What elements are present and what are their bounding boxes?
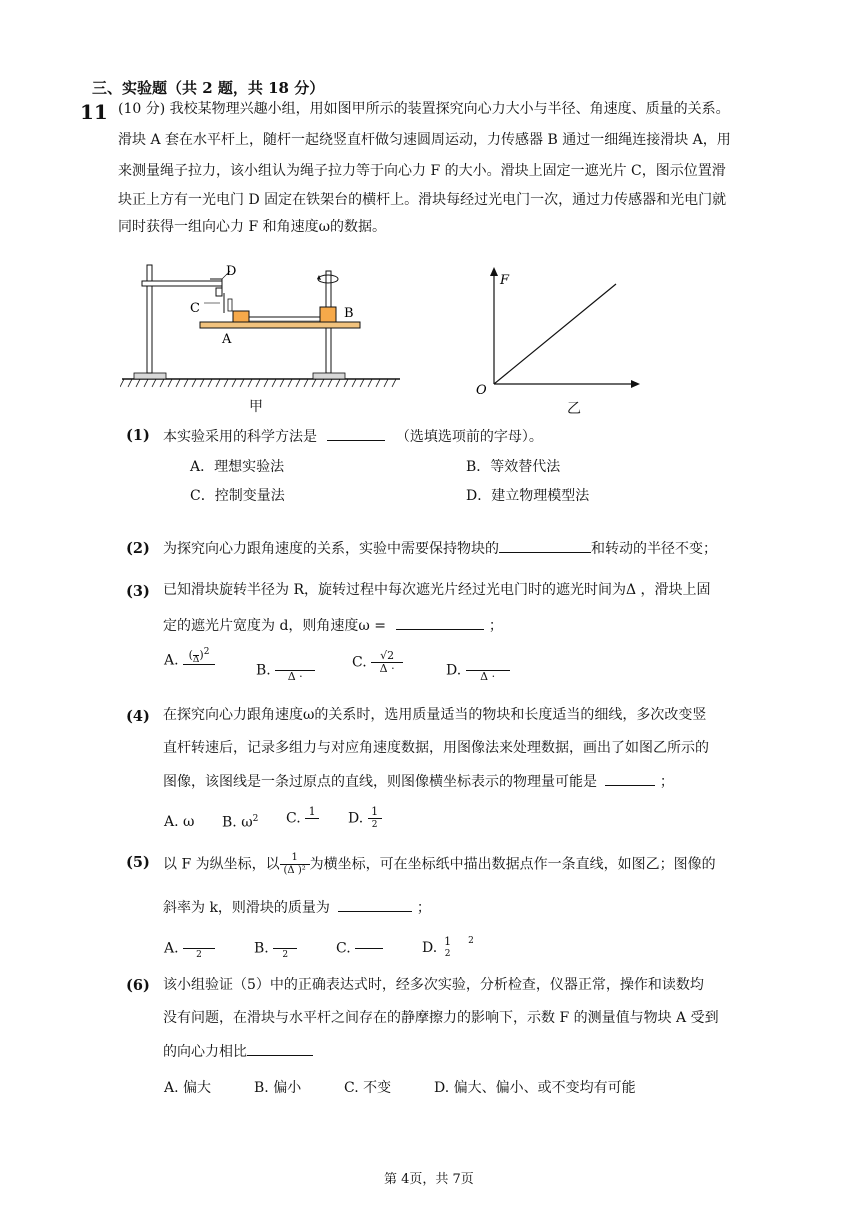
option-b-label: B. ω bbox=[222, 814, 253, 831]
part-3-answer-blank[interactable] bbox=[396, 615, 484, 630]
part-1-option-c: C．控制变量法 bbox=[190, 488, 285, 504]
question-stem-line-1 bbox=[118, 99, 730, 119]
part-3-option-b bbox=[256, 658, 315, 683]
option-a-label: A. bbox=[164, 652, 179, 669]
option-a-den: 2 bbox=[183, 948, 215, 961]
option-c-label: C. bbox=[352, 654, 367, 671]
part-5-option-d bbox=[422, 936, 474, 960]
stem-text-1: 我校某物理兴趣小组，用如图甲所示的装置探究向心力大小与半径、角速度、质量的关系。 bbox=[169, 101, 730, 117]
part-6-option-c: C. 不变 bbox=[344, 1080, 392, 1096]
option-a-exponent: 2 bbox=[203, 647, 210, 657]
part-6-number: (6) bbox=[126, 977, 150, 994]
part-1-option-b: B．等效替代法 bbox=[466, 459, 561, 475]
part-4-line-3 bbox=[163, 771, 674, 792]
figure-yi-graph bbox=[470, 262, 650, 402]
question-number: 11 bbox=[80, 100, 108, 124]
option-b-label: B. bbox=[254, 940, 269, 957]
part-4-option-c bbox=[286, 806, 319, 831]
question-stem-line-4: 块正上方有一光电门 D 固定在铁架台的横杆上。滑块每经过光电门一次，通过力传感器和光电门就 bbox=[118, 192, 727, 208]
part-5-option-c bbox=[336, 936, 383, 961]
question-score: (10 分) bbox=[118, 101, 166, 117]
part-3-prompt: 定的遮光片宽度为 d，则角速度ω = bbox=[163, 618, 387, 634]
option-b-den: 2 bbox=[273, 948, 297, 961]
part-6-option-d: D. 偏大、偏小、或不变均有可能 bbox=[434, 1080, 636, 1096]
part-3-line-2 bbox=[163, 615, 503, 636]
part-2-answer-blank[interactable] bbox=[499, 538, 591, 553]
part-1-answer-blank[interactable] bbox=[327, 426, 385, 441]
option-d-den: 2 bbox=[444, 949, 451, 959]
part-6-line-3 bbox=[163, 1041, 313, 1062]
origin-label: O bbox=[476, 383, 487, 398]
part-5-line-1 bbox=[163, 852, 716, 877]
part-5-frac-num: 1 bbox=[291, 852, 298, 863]
part-1-number: (1) bbox=[126, 427, 150, 444]
label-c: C bbox=[190, 301, 200, 316]
label-b: B bbox=[344, 306, 354, 321]
option-c-label: C. bbox=[336, 940, 351, 957]
figure-jia-caption: 甲 bbox=[249, 399, 263, 415]
part-5-prefix: 以 F 为纵坐标，以 bbox=[163, 856, 280, 873]
question-stem-line-2: 滑块 A 套在水平杆上，随杆一起绕竖直杆做匀速圆周运动，力传感器 B 通过一细绳连接滑块 A，用 bbox=[118, 132, 731, 148]
part-5-suffix-text: 为横坐标，可在坐标纸中描出数据点作一条直线，如图乙；图像的 bbox=[309, 856, 716, 873]
part-3-option-d bbox=[446, 658, 510, 683]
question-stem-line-5: 同时获得一组向心力 F 和角速度ω的数据。 bbox=[118, 219, 387, 235]
part-2-suffix: 和转动的半径不变； bbox=[591, 541, 717, 557]
part-1-text bbox=[163, 426, 543, 447]
part-3-number: (3) bbox=[126, 583, 150, 600]
option-d-den: 2 bbox=[368, 818, 382, 831]
part-4-option-d bbox=[348, 806, 382, 831]
part-3-suffix: ； bbox=[488, 618, 503, 634]
option-a-label: A. bbox=[164, 940, 179, 957]
part-1-option-a: A．理想实验法 bbox=[190, 459, 285, 475]
y-axis-label: F bbox=[500, 273, 510, 288]
part-1-prompt: 本实验采用的科学方法是 bbox=[163, 429, 317, 445]
part-4-line-2: 直杆转速后，记录多组力与对应角速度数据，用图像法来处理数据，画出了如图乙所示的 bbox=[163, 740, 709, 756]
part-5-frac-den: (Δ )² bbox=[280, 864, 310, 877]
figure-jia-apparatus bbox=[120, 255, 410, 415]
part-5-option-a bbox=[164, 936, 215, 961]
option-d-label: D. bbox=[348, 810, 364, 827]
option-d-exponent: 2 bbox=[468, 936, 474, 946]
option-d-label: D. bbox=[422, 940, 438, 956]
option-c-den: Δ · bbox=[371, 662, 403, 675]
part-5-option-b bbox=[254, 936, 297, 961]
part-5-number: (5) bbox=[126, 854, 150, 871]
option-d-label: D. bbox=[446, 662, 462, 679]
part-4-answer-blank[interactable] bbox=[605, 771, 655, 786]
part-6-option-a: A. 偏大 bbox=[164, 1080, 212, 1096]
part-6-prompt: 的向心力相比 bbox=[163, 1044, 247, 1060]
part-6-line-2: 没有问题，在滑块与水平杆之间存在的静摩擦力的影响下，示数 F 的测量值与物块 A 受到 bbox=[163, 1010, 719, 1026]
option-c-num: √2 bbox=[380, 649, 395, 662]
part-6-answer-blank[interactable] bbox=[247, 1041, 313, 1056]
part-6-option-b: B. 偏小 bbox=[254, 1080, 302, 1096]
part-5-semicolon: ； bbox=[416, 900, 431, 916]
part-1-option-d: D．建立物理模型法 bbox=[466, 488, 590, 504]
part-4-suffix: ； bbox=[659, 774, 674, 790]
part-4-line-1: 在探究向心力跟角速度ω的关系时，选用质量适当的物块和长度适当的细线，多次改变竖 bbox=[163, 707, 707, 723]
fit-line bbox=[494, 284, 616, 384]
label-d: D bbox=[226, 264, 237, 279]
page-footer: 第 4页，共 7页 bbox=[384, 1172, 474, 1187]
part-6-line-1: 该小组验证（5）中的正确表达式时，经多次实验，分析检查，仪器正常，操作和读数均 bbox=[163, 977, 704, 993]
part-5-line-2 bbox=[163, 897, 431, 918]
option-b-label: B. bbox=[256, 662, 271, 679]
part-4-prompt: 图像，该图线是一条过原点的直线，则图像横坐标表示的物理量可能是 bbox=[163, 774, 597, 790]
part-3-option-a: A. ( Δ )$^2$ bbox=[164, 646, 215, 675]
section-title: 三、实验题（共 2 题，共 18 分） bbox=[92, 79, 325, 97]
part-3-option-c bbox=[352, 650, 403, 675]
option-d-num: 1 bbox=[444, 935, 452, 948]
part-1-suffix: （选填选项前的字母）。 bbox=[395, 429, 543, 445]
part-2-text bbox=[163, 538, 717, 559]
label-a: A bbox=[222, 332, 232, 347]
part-5-answer-blank[interactable] bbox=[338, 897, 412, 912]
figure-yi-caption: 乙 bbox=[567, 401, 581, 417]
option-b-den: Δ · bbox=[275, 670, 315, 683]
part-4-option-a: A. ω bbox=[164, 814, 195, 830]
part-3-line-1: 已知滑块旋转半径为 R，旋转过程中每次遮光片经过光电门时的遮光时间为Δ ，滑块上固 bbox=[163, 582, 711, 598]
option-a-inner-den: Δ bbox=[192, 655, 200, 666]
option-c-num: 1 bbox=[308, 805, 316, 818]
part-5-prompt: 斜率为 k，则滑块的质量为 bbox=[163, 900, 330, 916]
part-4-option-b bbox=[222, 814, 258, 831]
option-b-exponent: 2 bbox=[252, 814, 259, 824]
option-d-num: 1 bbox=[371, 805, 379, 818]
option-d-den: Δ · bbox=[466, 670, 510, 683]
part-2-prompt: 为探究向心力跟角速度的关系，实验中需要保持物块的 bbox=[163, 541, 499, 557]
part-2-number: (2) bbox=[126, 540, 150, 557]
part-4-number: (4) bbox=[126, 708, 150, 725]
option-c-label: C. bbox=[286, 810, 301, 827]
question-stem-line-3: 来测量绳子拉力，该小组认为绳子拉力等于向心力 F 的大小。滑块上固定一遮光片 C，图示位置滑 bbox=[118, 163, 726, 179]
